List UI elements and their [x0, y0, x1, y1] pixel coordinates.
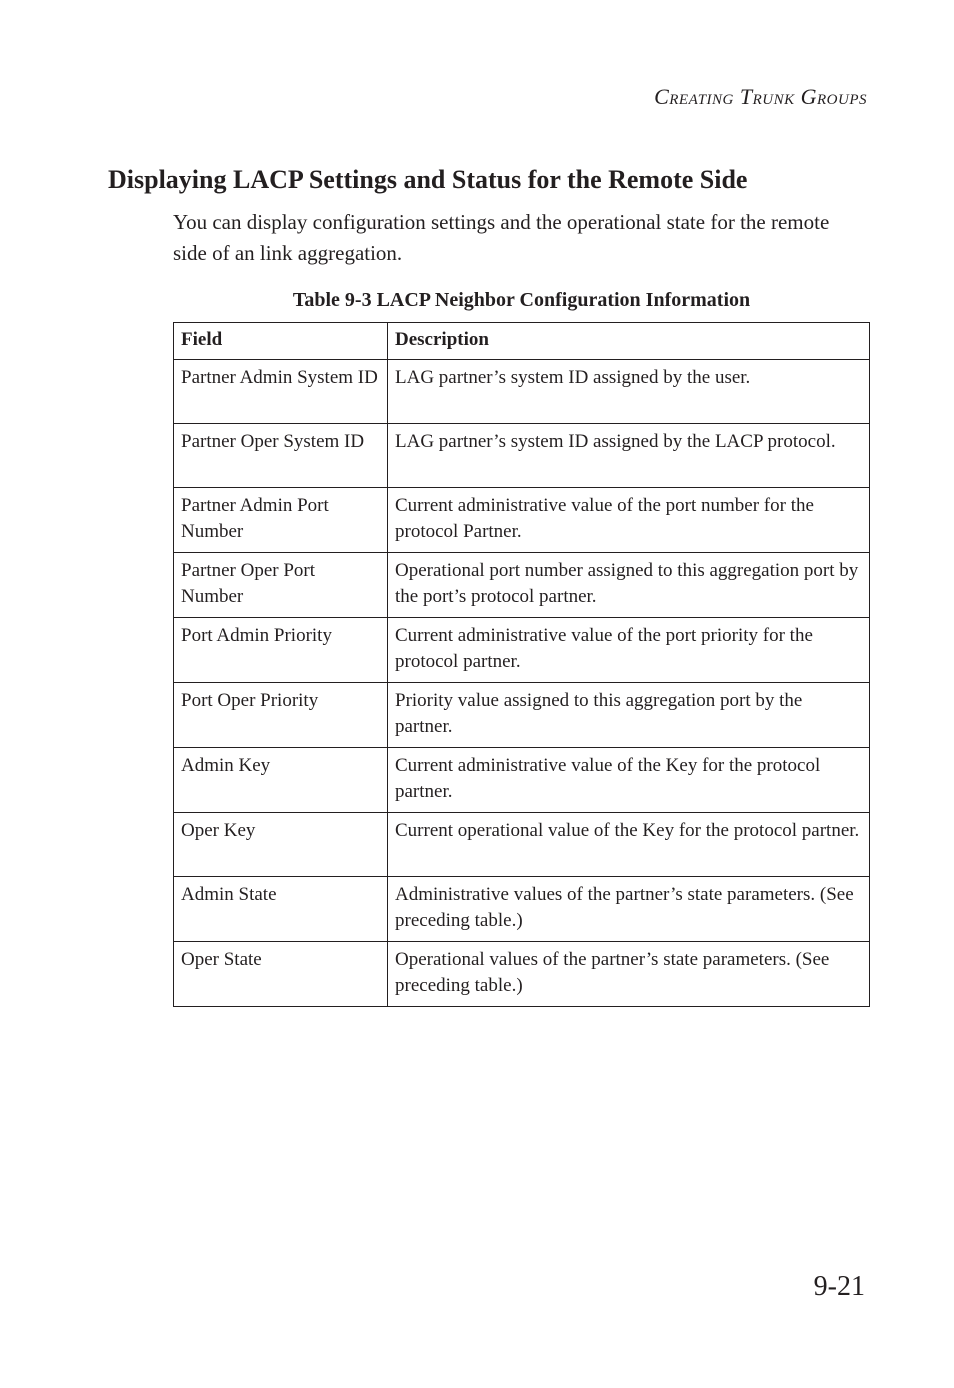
description-cell: Operational values of the partner’s state parameters. (See preceding table.)	[388, 941, 870, 1006]
table-row	[174, 552, 870, 617]
section-heading: Displaying LACP Settings and Status for the Remote Side	[108, 165, 748, 194]
description-cell: LAG partner’s system ID assigned by the user.	[388, 359, 870, 423]
page-number: 9-21	[813, 1271, 865, 1302]
field-cell: Partner Oper System ID	[174, 423, 388, 487]
running-header: Creating Trunk Groups	[654, 84, 867, 109]
table-row	[174, 487, 870, 552]
table-caption: Table 9-3 LACP Neighbor Configuration Information	[292, 289, 751, 311]
description-cell: Current administrative value of the port number for the protocol Partner.	[388, 487, 870, 552]
field-cell: Partner Admin System ID	[174, 359, 388, 423]
table-row	[174, 682, 870, 747]
field-cell: Admin Key	[174, 747, 388, 812]
description-cell: Administrative values of the partner’s state parameters. (See preceding table.)	[388, 876, 870, 941]
description-cell: Current administrative value of the port priority for the protocol partner.	[388, 617, 870, 682]
lacp-neighbor-table	[173, 322, 870, 1007]
field-cell: Port Admin Priority	[174, 617, 388, 682]
description-cell: Current operational value of the Key for the protocol partner.	[388, 812, 870, 876]
table-row	[174, 941, 870, 1006]
field-cell: Port Oper Priority	[174, 682, 388, 747]
column-header-description: Description	[388, 323, 870, 360]
field-cell: Partner Admin Port Number	[174, 487, 388, 552]
description-cell: Current administrative value of the Key for the protocol partner.	[388, 747, 870, 812]
table-row	[174, 812, 870, 876]
field-cell: Partner Oper Port Number	[174, 552, 388, 617]
intro-paragraph: You can display configuration settings and the operational state for the remote side of an link aggregation.	[173, 210, 830, 265]
description-cell: LAG partner’s system ID assigned by the LACP protocol.	[388, 423, 870, 487]
table-row	[174, 359, 870, 423]
table-row	[174, 423, 870, 487]
table-row	[174, 747, 870, 812]
table-row	[174, 617, 870, 682]
description-cell: Operational port number assigned to this aggregation port by the port’s protocol partner.	[388, 552, 870, 617]
table-row	[174, 876, 870, 941]
field-cell: Oper State	[174, 941, 388, 1006]
field-cell: Admin State	[174, 876, 388, 941]
column-header-field: Field	[174, 323, 388, 360]
table-header-row	[174, 323, 870, 360]
field-cell: Oper Key	[174, 812, 388, 876]
description-cell: Priority value assigned to this aggregation port by the partner.	[388, 682, 870, 747]
